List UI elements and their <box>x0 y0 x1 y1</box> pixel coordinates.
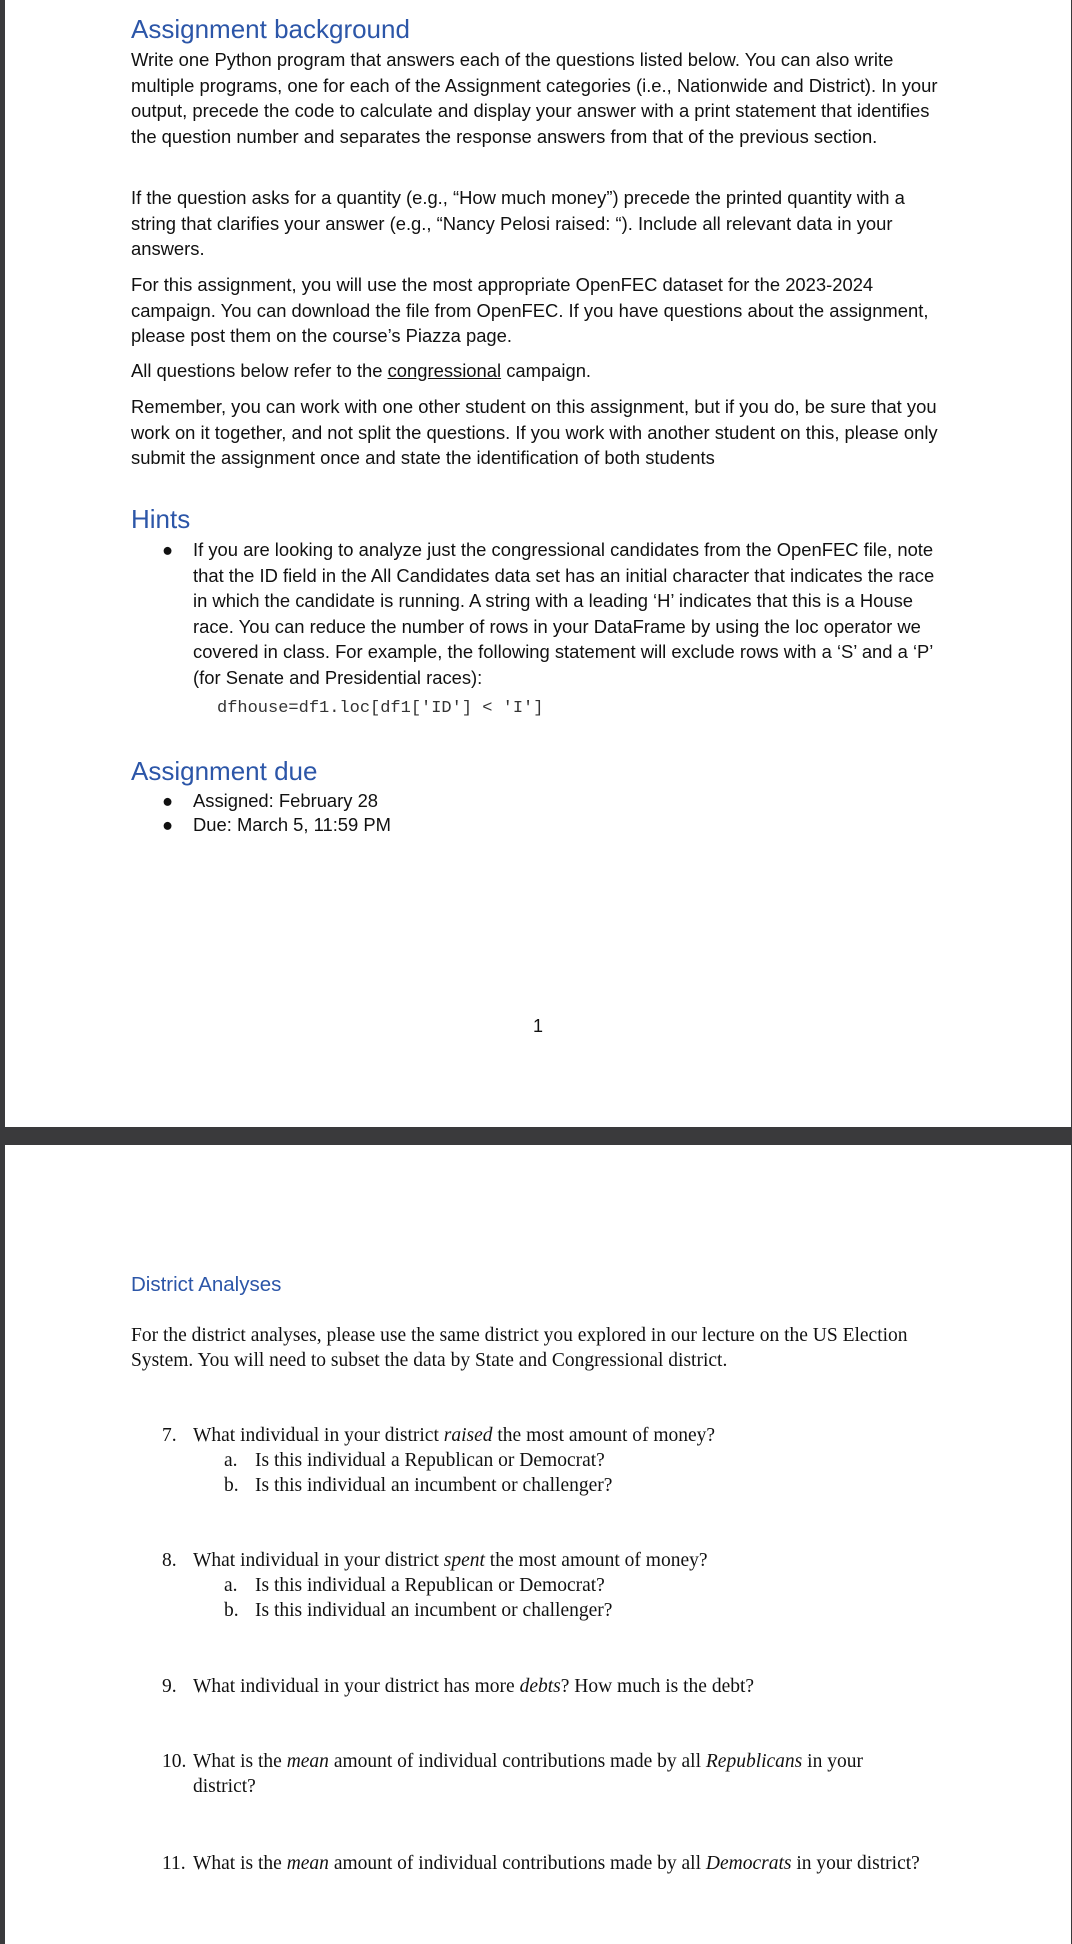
collaboration-paragraph: Remember, you can work with one other student on this assignment, but if you do, be sure that you work on it together, and not split the questions. If you work with another student on this, please only submit the assignment once and state the identification of both students <box>131 396 938 468</box>
code-example: dfhouse=df1.loc[df1['ID'] < 'I'] <box>217 699 544 718</box>
question-10: 10. What is the mean amount of individual contributions made by all Republicans in your district? <box>162 1751 863 1797</box>
background-paragraph-2: If the question asks for a quantity (e.g., “How much money”) precede the printed quantity with a string that clarifies your answer (e.g., “Nancy Pelosi raised: “). Include all relevant data in your answers. <box>131 187 905 259</box>
hints-heading: Hints <box>131 504 191 534</box>
document-page-2: District Analyses For the district analyses, please use the same district you explored in our lecture on the US Election System. You will need to subset the data by State and Congressional district. 7. What individual in your district raised the most amount of money? a. Is this individual a Republican or Democrat? b. Is this individual an incumbent or challenger? 8. What individual in your district spent the most amount of money? a. Is this individual a Republican or Democrat? b. Is this individual an incumbent or challenger? 9. What individual in your district has more debts? How much is the debt? 10. What is the mean amount of individual contributions made by all Republicans in your district? 11. What is the mean amount of individual contributions made by all Democrats in your district? <box>5 1145 1071 1944</box>
question-8: 8. What individual in your district spent the most amount of money? <box>162 1550 708 1571</box>
due-item-assigned: ● Assigned: February 28 <box>162 788 952 814</box>
district-intro-paragraph: For the district analyses, please use the same district you explored in our lecture on the US Election System. You will need to subset the data by State and Congressional district. <box>131 1325 908 1371</box>
congressional-underlined-word: congressional <box>387 360 502 381</box>
bullet-icon: ● <box>162 539 174 560</box>
assignment-due-heading: Assignment due <box>131 756 318 786</box>
hint-bullet-item <box>162 537 952 692</box>
bullet-icon: ● <box>162 790 174 811</box>
district-analyses-heading: District Analyses <box>131 1273 282 1296</box>
congressional-campaign-line: All questions below refer to the congressional campaign. <box>131 360 592 381</box>
page-number: 1 <box>532 1016 543 1036</box>
question-7: 7. What individual in your district raised the most amount of money? <box>162 1425 716 1446</box>
background-paragraph-3: For this assignment, you will use the most appropriate OpenFEC dataset for the 2023-2024 campaign. You can download the file from OpenFEC. If you have questions about the assignment, please post them on the course’s Piazza page. <box>131 274 929 346</box>
assignment-background-heading: Assignment background <box>131 14 410 44</box>
due-item-due-date: ● Due: March 5, 11:59 PM <box>162 812 952 838</box>
question-11: 11. What is the mean amount of individual contributions made by all Democrats in your district? <box>162 1853 920 1874</box>
background-paragraph-1: Write one Python program that answers each of the questions listed below. You can also write multiple programs, one for each of the Assignment categories (i.e., Nationwide and District). In your output, precede the code to calculate and display your answer with a print statement that identifies the question number and separates the response answers from that of the previous section. <box>131 49 938 147</box>
bullet-icon: ● <box>162 814 174 835</box>
question-9: 9. What individual in your district has more debts? How much is the debt? <box>162 1676 755 1697</box>
hint-text: If you are looking to analyze just the congressional candidates from the OpenFEC file, note that the ID field in the All Candidates data set has an initial character that indicates the race in which the candidate is running. A string with a leading ‘H’ indicates that this is a House race. You can reduce the number of rows in your DataFrame by using the loc operator we covered in class. For example, the following statement will exclude rows with a ‘S’ and a ‘P’ (for Senate and Presidential races): <box>193 539 935 688</box>
document-page-1 <box>5 0 1071 1127</box>
